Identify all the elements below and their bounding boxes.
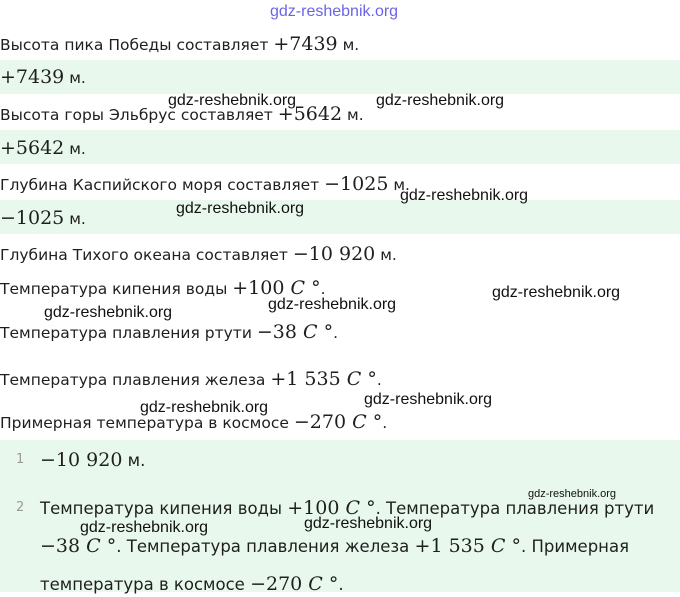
statement: Температура кипения воды +100 C °.: [0, 277, 326, 299]
statement: [0, 242, 397, 267]
answer: [0, 206, 86, 231]
value: +1 535 C °: [270, 368, 377, 390]
answer-band: [0, 130, 680, 164]
value: +100 C °: [232, 277, 321, 299]
statement-text: Глубина Тихого океана составляет: [0, 246, 288, 264]
value: −38 C °: [256, 321, 334, 343]
list-item-continued: −38 C °. Температура плавления железа +1 535 C °. Примерная: [40, 535, 630, 557]
watermark: gdz-reshebnik.org: [376, 92, 505, 109]
list-item-continued: температура в космосе −270 C °.: [40, 573, 344, 595]
answer-value: +7439: [0, 66, 65, 88]
unit: м.: [393, 176, 410, 194]
statement: Температура плавления ртути −38 C °.: [0, 321, 339, 343]
watermark: gdz-reshebnik.org: [528, 488, 617, 500]
value: +7439: [273, 33, 338, 55]
watermark: gdz-reshebnik.org: [268, 296, 397, 313]
answer: [0, 136, 86, 161]
answer-value: +5642: [0, 137, 65, 159]
statement-text: Примерная температура в космосе: [0, 414, 289, 432]
list-number: 1: [16, 452, 25, 467]
unit: м.: [380, 246, 397, 264]
unit: м.: [69, 210, 86, 228]
value: −10 920: [292, 243, 376, 265]
statement-text: Высота пика Победы составляет: [0, 36, 269, 54]
statement-text: Температура кипения воды: [0, 280, 228, 298]
answer-band: [0, 60, 680, 94]
statement-text: Температура плавления ртути: [0, 324, 252, 342]
value: +5642: [277, 103, 343, 125]
unit: м.: [69, 140, 86, 158]
list-item: −10 920 м.: [40, 449, 146, 471]
answer-value: −1025: [0, 207, 65, 229]
watermark: gdz-reshebnik.org: [364, 391, 493, 408]
unit: м.: [69, 69, 86, 87]
statement-text: Глубина Каспийского моря составляет: [0, 176, 320, 194]
watermark: gdz-reshebnik.org: [270, 3, 399, 20]
value: −1025: [324, 173, 389, 195]
statement: Температура плавления железа +1 535 C °.: [0, 368, 382, 390]
unit: м.: [347, 106, 364, 124]
watermark: gdz-reshebnik.org: [304, 515, 433, 532]
answer: [0, 65, 86, 90]
statement: [0, 32, 359, 57]
statement: Примерная температура в космосе −270 C °.: [0, 411, 388, 433]
watermark: gdz-reshebnik.org: [80, 519, 209, 536]
answer-band: [0, 200, 680, 234]
watermark: gdz-reshebnik.org: [492, 284, 621, 301]
watermark: gdz-reshebnik.org: [44, 304, 173, 321]
unit: м.: [342, 36, 360, 54]
statement: [0, 172, 410, 197]
value: −270 C °: [293, 411, 383, 433]
watermark: gdz-reshebnik.org: [176, 200, 305, 217]
list-number: 2: [16, 500, 25, 515]
watermark: gdz-reshebnik.org: [400, 187, 529, 204]
watermark: gdz-reshebnik.org: [140, 399, 269, 416]
watermark: gdz-reshebnik.org: [168, 92, 297, 109]
statement-text: Высота горы Эльбрус составляет: [0, 106, 273, 124]
statement-text: Температура плавления железа: [0, 371, 266, 389]
list-item: Температура кипения воды +100 C °. Температура плавления ртути: [40, 497, 655, 519]
